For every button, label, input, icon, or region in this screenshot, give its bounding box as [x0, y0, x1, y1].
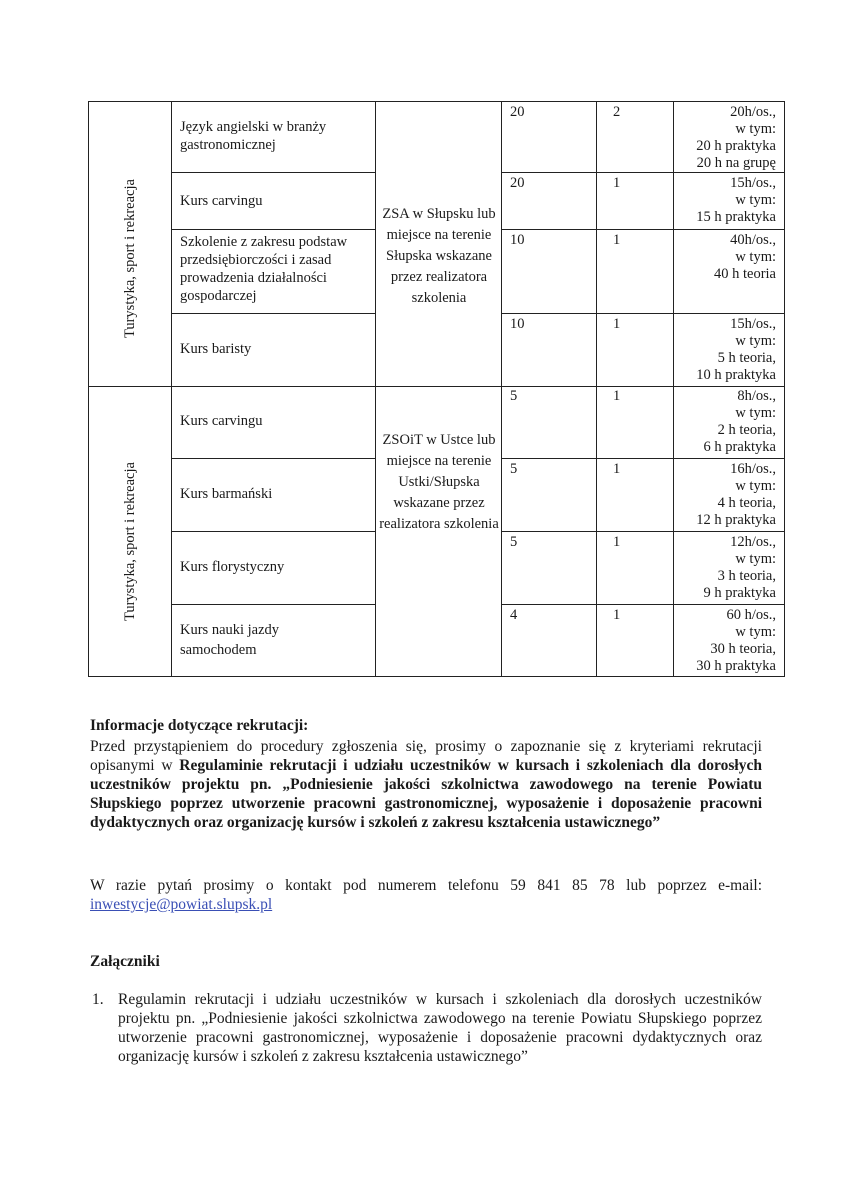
hours-cell: 8h/os., w tym: 2 h teoria, 6 h praktyka [703, 388, 776, 455]
hours-cell: 20h/os., w tym: 20 h praktyka 20 h na grupę [696, 104, 776, 171]
course-name: Kurs barmański [180, 486, 273, 502]
attachments-heading: Załączniki [90, 953, 160, 970]
groups-count: 1 [613, 461, 621, 477]
participants-count: 10 [510, 316, 525, 332]
hours-cell: 40h/os., w tym: 40 h teoria [713, 232, 776, 282]
contact-paragraph [90, 876, 762, 914]
regulation-title: Regulaminie rekrutacji i udziału uczestników w kursach i szkoleniach dla dorosłych uczestników projektu pn. „Podniesienie jakości szkolnictwa zawodowego na terenie Powiatu Słupskiego poprzez utworzenie pracowni gastronomicznej, wyposażenie i doposażenie pracowni dydaktycznych oraz organizację kursów i szkoleń z zakresu kształcenia ustawicznego” [90, 757, 762, 831]
recruitment-heading: Informacje dotyczące rekrutacji: [90, 717, 309, 734]
email-link[interactable]: inwestycje@powiat.slupsk.pl [90, 896, 273, 913]
domain-label-group-2: Turystyka, sport i rekreacja [122, 462, 138, 621]
hours-cell: 16h/os., w tym: 4 h teoria, 12 h praktyka [696, 461, 776, 528]
participants-count: 5 [510, 534, 518, 550]
participants-count: 10 [510, 232, 525, 248]
course-name: Kurs carvingu [180, 193, 263, 209]
course-location: ZSA w Słupsku lub miejsce na terenie Słupska wskazane przez realizatora szkolenia [382, 206, 496, 306]
hours-cell: 12h/os., w tym: 3 h teoria, 9 h praktyka [703, 534, 776, 601]
course-name: Język angielski w branży gastronomicznej [180, 119, 327, 153]
course-name: Kurs carvingu [180, 413, 263, 429]
recruitment-paragraph [90, 737, 762, 832]
domain-label-group-1: Turystyka, sport i rekreacja [122, 179, 138, 338]
course-name: Kurs baristy [180, 341, 252, 357]
course-name: Kurs florystyczny [180, 559, 285, 575]
attachment-item[interactable]: Regulamin rekrutacji i udziału uczestników w kursach i szkoleniach dla dorosłych uczestników projektu pn. „Podniesienie jakości szkolnictwa zawodowego na terenie Powiatu Słupskiego poprzez utworzenie pracowni gastronomicznej, wyposażenie i doposażenie pracowni dydaktycznych oraz organizację kursów i szkoleń z zakresu kształcenia ustawicznego” [118, 991, 762, 1065]
course-name: Kurs nauki jazdy samochodem [180, 622, 280, 658]
participants-count: 5 [510, 388, 518, 404]
course-location: ZSOiT w Ustce lub miejsce na terenie Ustki/Słupska wskazane przez realizatora szkolenia [379, 432, 499, 532]
groups-count: 1 [613, 232, 621, 248]
participants-count: 20 [510, 175, 525, 191]
attachment-number: 1. [92, 991, 104, 1008]
groups-count: 1 [613, 175, 621, 191]
hours-cell: 15h/os., w tym: 5 h teoria, 10 h praktyka [696, 316, 776, 383]
groups-count: 2 [613, 104, 621, 120]
groups-count: 1 [613, 388, 621, 404]
participants-count: 5 [510, 461, 518, 477]
participants-count: 20 [510, 104, 525, 120]
groups-count: 1 [613, 607, 621, 623]
contact-text: W razie pytań prosimy o kontakt pod numerem telefonu 59 841 85 78 lub poprzez e-mail: [90, 877, 762, 894]
recruitment-intro: Przed przystąpieniem do procedury zgłoszenia się, prosimy o zapoznanie się z kryteriami rekrutacji opisanymi w [90, 738, 762, 774]
groups-count: 1 [613, 534, 621, 550]
groups-count: 1 [613, 316, 621, 332]
hours-cell: 60 h/os., w tym: 30 h teoria, 30 h praktyka [696, 607, 776, 674]
participants-count: 4 [510, 607, 518, 623]
course-name: Szkolenie z zakresu podstaw przedsiębiorczości i zasad prowadzenia działalności gospodarczej [180, 234, 348, 304]
hours-cell: 15h/os., w tym: 15 h praktyka [696, 175, 776, 225]
